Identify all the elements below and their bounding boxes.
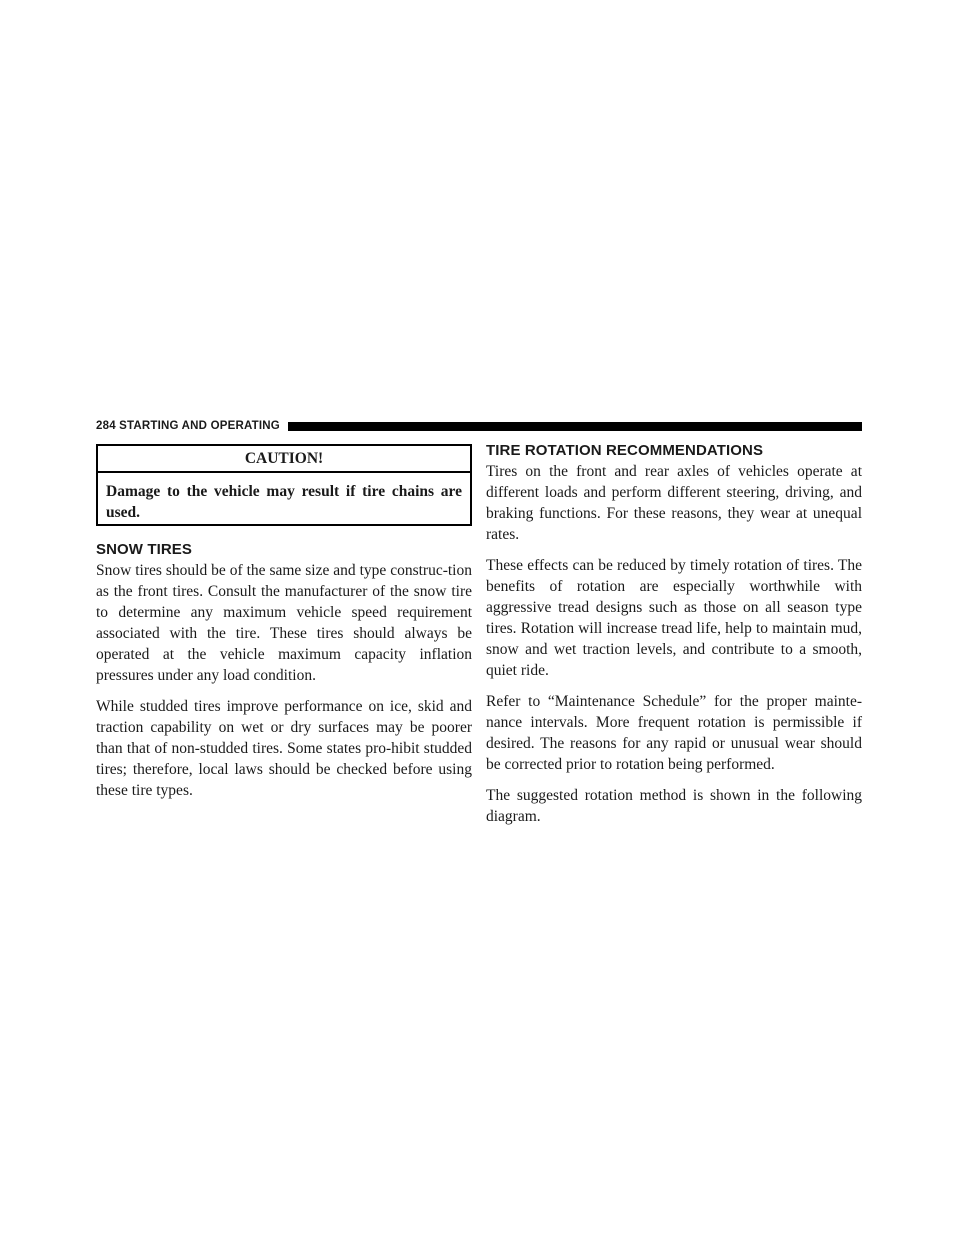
tire-rotation-paragraph-2: These effects can be reduced by timely rotation of tires. The benefits of rotation are especially worthwhile with aggressive tread designs such as those on all season type tires. Rotation will increase tread life, help to maintain mud, snow and wet traction levels, and contribute to a smooth, quiet ride. — [486, 557, 862, 679]
caution-box — [96, 444, 472, 526]
snow-tires-heading: SNOW TIRES — [96, 541, 193, 558]
tire-rotation-section — [486, 443, 862, 827]
tire-rotation-paragraph-3: Refer to “Maintenance Schedule” for the proper mainte-nance intervals. More frequent rotation is permissible if desired. The reasons for any rapid or unusual wear should be corrected prior to rotation being performed. — [486, 693, 862, 773]
caution-title: CAUTION! — [98, 446, 470, 473]
snow-tires-paragraph-1: Snow tires should be of the same size and type construc-tion as the front tires. Consult the manufacturer of the snow tire to determine any maximum vehicle speed requirement associated with the tire. These tires should always be operated at the vehicle maximum capacity inflation pressures under any load condition. — [96, 562, 472, 684]
caution-text: Damage to the vehicle may result if tire chains are used. — [106, 483, 462, 521]
tire-rotation-heading: TIRE ROTATION RECOMMENDATIONS — [486, 442, 764, 459]
snow-tires-paragraph-2: While studded tires improve performance on ice, skid and traction capability on wet or dry surfaces may be poorer than that of non-studded tires. Some states pro-hibit studded tires; therefore, local laws should be checked before using these tire types. — [96, 698, 472, 799]
tire-rotation-paragraph-1: Tires on the front and rear axles of vehicles operate at different loads and perform different steering, driving, and braking functions. For these reasons, they wear at unequal rates. — [486, 463, 862, 543]
page-number-section-title: 284 STARTING AND OPERATING — [96, 420, 280, 432]
header-rule — [288, 422, 862, 431]
page-header — [96, 419, 862, 433]
tire-rotation-paragraph-4: The suggested rotation method is shown in the following diagram. — [486, 787, 862, 825]
snow-tires-section — [96, 542, 472, 801]
